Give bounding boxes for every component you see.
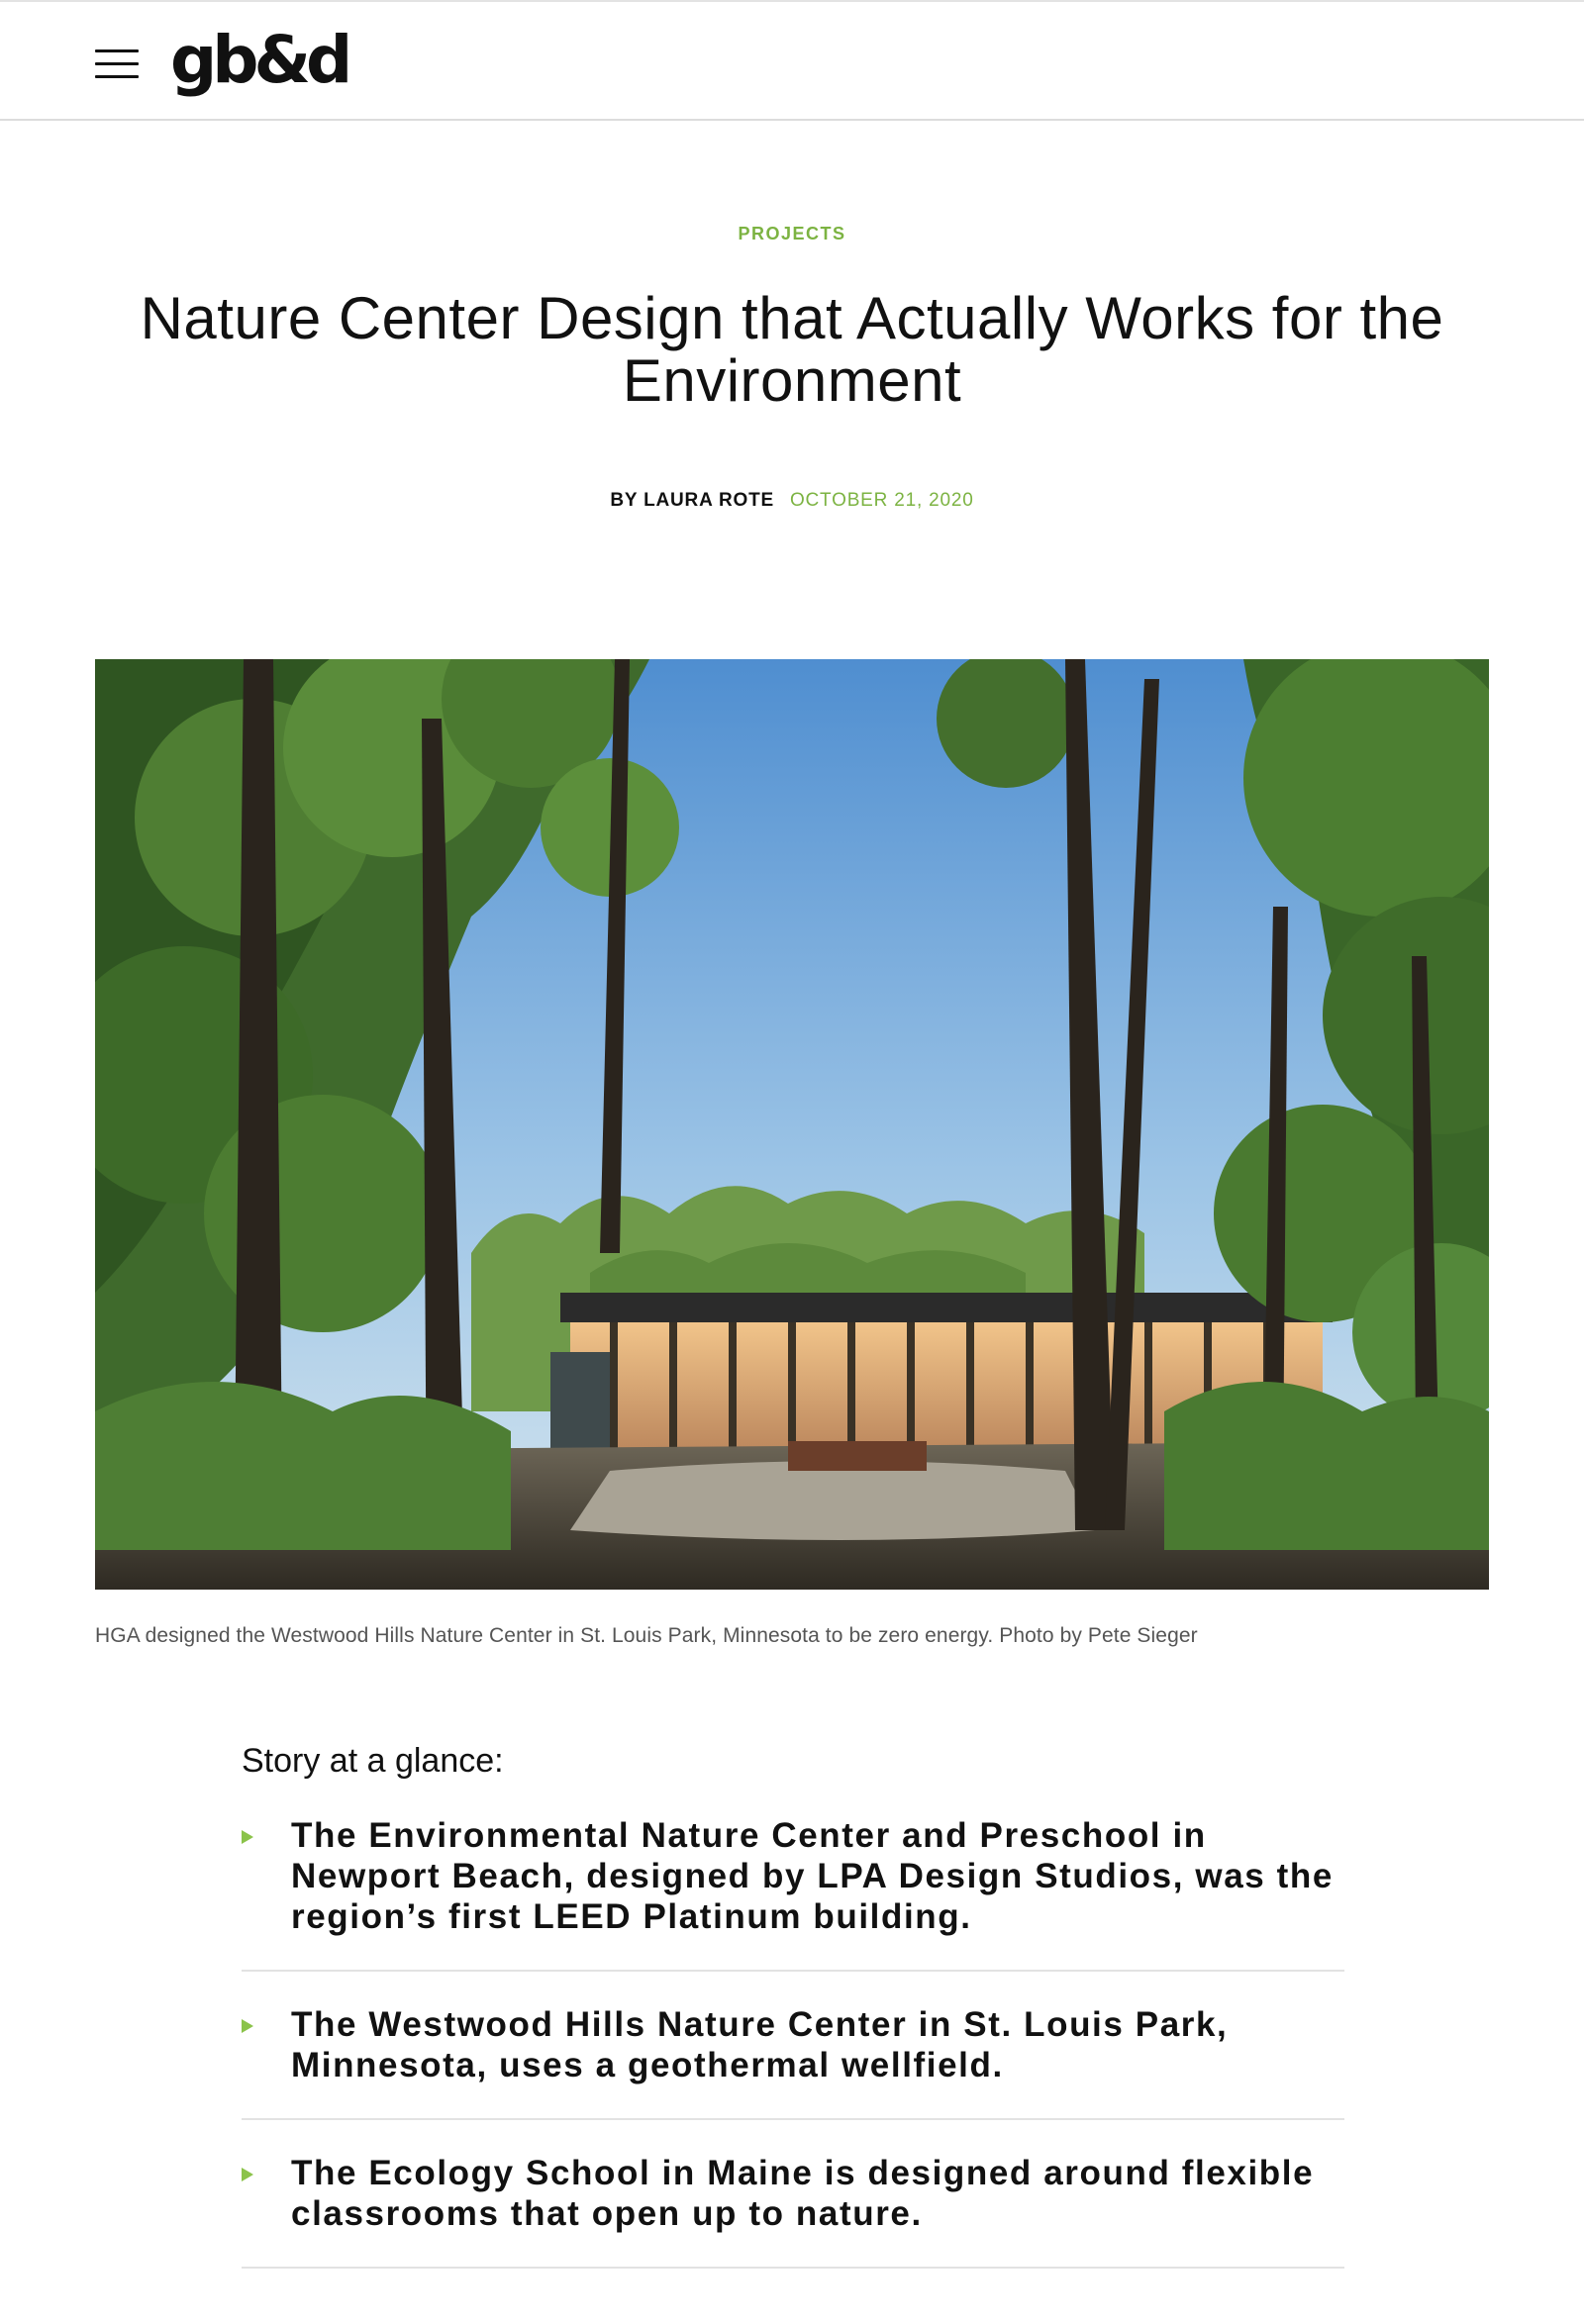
glance-item-text: The Ecology School in Maine is designed around flexible classrooms that open up to nature. [291, 2154, 1315, 2233]
author-name[interactable]: BY LAURA ROTE [610, 490, 774, 511]
list-item [242, 1815, 1344, 1972]
triangle-bullet-icon [242, 1830, 253, 1844]
list-item [242, 2004, 1344, 2120]
hero-image-caption: HGA designed the Westwood Hills Nature Center in St. Louis Park, Minnesota to be zero energy. Photo by Pete Sieger [95, 1624, 1198, 1647]
hamburger-menu-icon[interactable] [95, 48, 139, 81]
site-logo[interactable]: gb&d [170, 22, 348, 98]
article-category[interactable]: PROJECTS [738, 224, 846, 243]
triangle-bullet-icon [242, 2168, 253, 2181]
glance-list [242, 1815, 1344, 2301]
glance-item-text: The Environmental Nature Center and Preschool in Newport Beach, designed by LPA Design Studios, was the region’s first LEED Platinum building. [291, 1816, 1334, 1936]
site-header [0, 0, 1584, 121]
publish-date: OCTOBER 21, 2020 [789, 490, 974, 511]
list-item [242, 2153, 1344, 2269]
article-byline [0, 490, 1584, 512]
glance-item-text: The Westwood Hills Nature Center in St. Louis Park, Minnesota, uses a geothermal wellfield. [291, 2005, 1229, 2084]
triangle-bullet-icon [242, 2019, 253, 2033]
hero-image [95, 659, 1489, 1590]
article-title: Nature Center Design that Actually Works for the Environment [140, 285, 1444, 414]
glance-title: Story at a glance: [242, 1742, 504, 1780]
